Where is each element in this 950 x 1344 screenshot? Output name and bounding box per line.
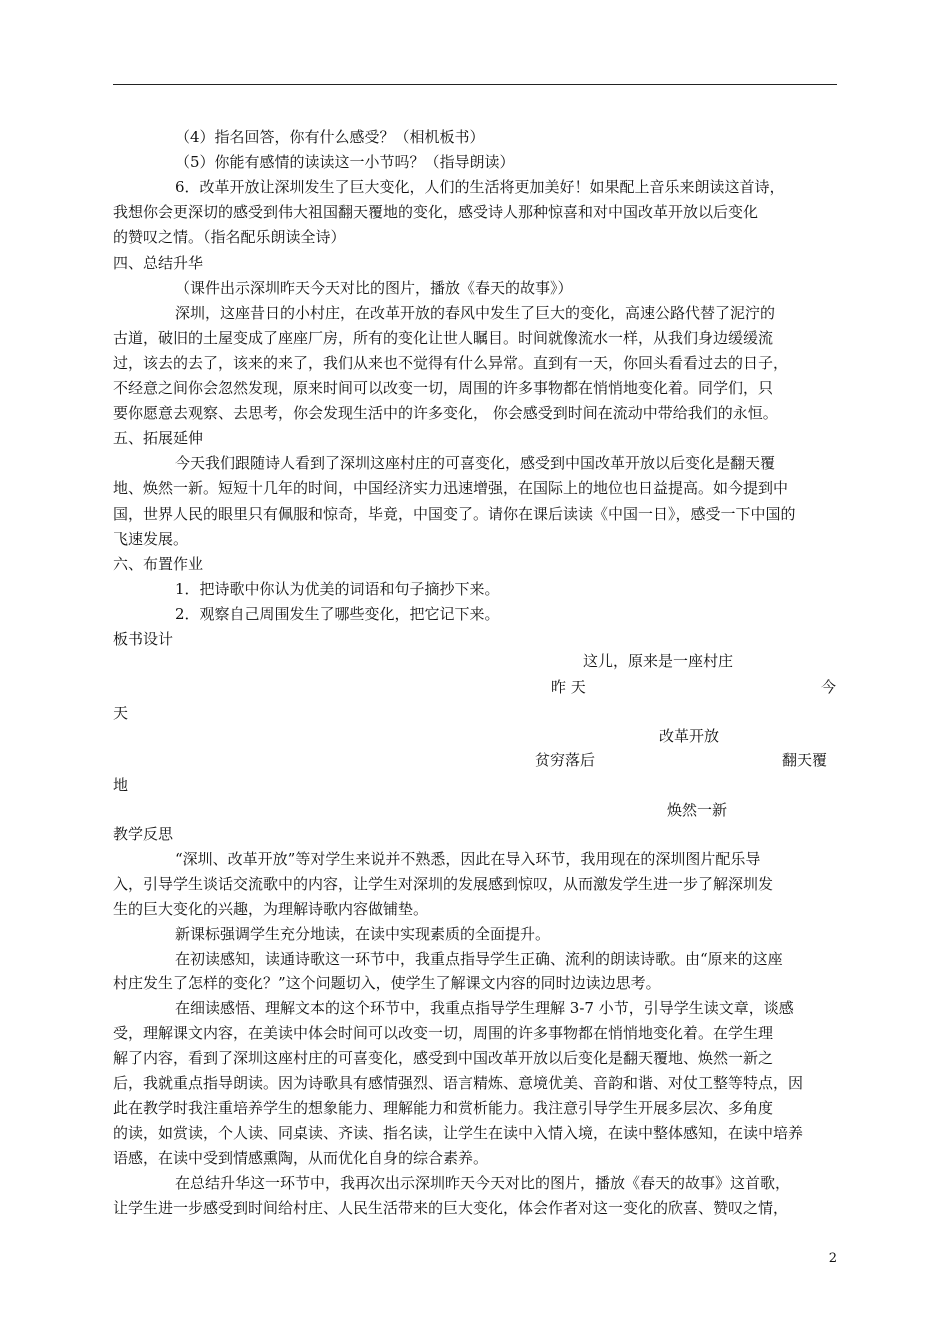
- board-change-1: 翻天覆: [782, 751, 828, 769]
- text-line: 解了内容，看到了深圳这座村庄的可喜变化，感受到中国改革开放以后变化是翻天覆地、焕然一新之: [113, 1049, 774, 1068]
- text-line: 地、焕然一新。短短十几年的时间，中国经济实力迅速增强，在国际上的地位也日益提高。如今提到中: [113, 479, 789, 498]
- text-line: 在初读感知，读通诗歌这一环节中，我重点指导学生正确、流利的朗读诗歌。由“原来的这座: [175, 949, 783, 968]
- page-number: 2: [828, 1251, 837, 1266]
- text-line: 要你愿意去观察、去思考，你会发现生活中的许多变化， 你会感受到时间在流动中带给我们的永恒。: [113, 404, 778, 423]
- text-line: 飞速发展。: [113, 529, 189, 548]
- text-line: 国，世界人民的眼里只有佩服和惊奇，毕竟，中国变了。请你在课后读读《中国一日》，感受一下中国的: [113, 504, 796, 523]
- text-line: 六、布置作业: [113, 554, 204, 573]
- board-today-2: 天: [113, 704, 129, 722]
- text-line: 深圳，这座昔日的小村庄，在改革开放的春风中发生了巨大的变化，高速公路代替了泥泞的: [175, 303, 776, 322]
- board-renewed: 焕然一新: [667, 801, 728, 819]
- text-line: 的读，如赏读，个人读、同桌读、齐读、指名读，让学生在读中入情入境，在读中整体感知，在读中培养: [113, 1123, 804, 1142]
- text-line: 后，我就重点指导朗读。因为诗歌具有感情强烈、语言精炼、意境优美、音韵和谐、对仗工整等特点，因: [113, 1074, 804, 1092]
- text-line: 让学生进一步感受到时间给村庄、人民生活带来的巨大变化，体会作者对这一变化的欣喜、赞叹之情，: [113, 1198, 789, 1217]
- text-line: 在总结升华这一环节中，我再次出示深圳昨天今天对比的图片，播放《春天的故事》这首歌，: [175, 1173, 791, 1192]
- text-line: 五、拓展延伸: [113, 429, 204, 448]
- text-line: （课件出示深圳昨天今天对比的图片，播放《春天的故事》）: [175, 278, 573, 297]
- board-reform: 改革开放: [659, 727, 720, 745]
- board-poor: 贫穷落后: [535, 751, 596, 769]
- text-line: 我想你会更深切的感受到伟大祖国翻天覆地的变化，感受诗人那种惊喜和对中国改革开放以后变化: [113, 203, 759, 222]
- text-line: 1．把诗歌中你认为优美的词语和句子摘抄下来。: [175, 579, 500, 598]
- text-line: 四、总结升华: [113, 253, 204, 272]
- text-line: “深圳、改革开放”等对学生来说并不熟悉，因此在导入环节，我用现在的深圳图片配乐导: [175, 849, 761, 868]
- text-line: 6．改革开放让深圳发生了巨大变化，人们的生活将更加美好！如果配上音乐来朗读这首诗，: [175, 178, 785, 197]
- header-rule: [113, 84, 837, 85]
- text-line: （5）你能有感情的读读这一小节吗？（指导朗读）: [175, 153, 515, 172]
- board-yesterday: 昨 天: [551, 678, 586, 696]
- text-line: 语感，在读中受到情感熏陶，从而优化自身的综合素养。: [113, 1148, 489, 1167]
- text-line: 生的巨大变化的兴趣，为理解诗歌内容做铺垫。: [113, 899, 429, 918]
- text-line: 此在教学时我注重培养学生的想象能力、理解能力和赏析能力。我注意引导学生开展多层次、多角度: [113, 1098, 774, 1117]
- board-change-2: 地: [113, 776, 129, 794]
- text-line: 今天我们跟随诗人看到了深圳这座村庄的可喜变化，感受到中国改革开放以后变化是翻天覆: [175, 454, 776, 473]
- text-line: 在细读感悟、理解文本的这个环节中，我重点指导学生理解 3-7 小节，引导学生读文章，谈感: [175, 999, 794, 1018]
- text-line: 过，该去的去了，该来的来了，我们从来也不觉得有什么异常。直到有一天，你回头看看过去的日子，: [113, 353, 789, 372]
- text-line: 不经意之间你会忽然发现，原来时间可以改变一切，周围的许多事物都在悄悄地变化着。同学们，只: [113, 379, 774, 397]
- text-line: 新课标强调学生充分地读，在读中实现素质的全面提升。: [175, 924, 551, 943]
- text-line: （4）指名回答，你有什么感受？（相机板书）: [175, 128, 485, 146]
- text-line: 的赞叹之情。（指名配乐朗读全诗）: [113, 228, 346, 247]
- text-line: 教学反思: [113, 825, 174, 843]
- text-line: 板书设计: [113, 630, 174, 648]
- text-line: 受，理解课文内容，在美读中体会时间可以改变一切，周围的许多事物都在悄悄地变化着。在学生理: [113, 1024, 774, 1043]
- board-line-village: 这儿，原来是一座村庄: [583, 652, 734, 670]
- board-today-1: 今: [821, 678, 837, 696]
- text-line: 村庄发生了怎样的变化？”这个问题切入，使学生了解课文内容的同时边读边思考。: [113, 974, 661, 993]
- text-line: 古道，破旧的土屋变成了座座厂房，所有的变化让世人瞩目。时间就像流水一样，从我们身边缓缓流: [113, 328, 774, 347]
- text-line: 入，引导学生谈话交流歌中的内容，让学生对深圳的发展感到惊叹，从而激发学生进一步了解深圳发: [113, 874, 774, 893]
- text-line: 2．观察自己周围发生了哪些变化，把它记下来。: [175, 604, 500, 623]
